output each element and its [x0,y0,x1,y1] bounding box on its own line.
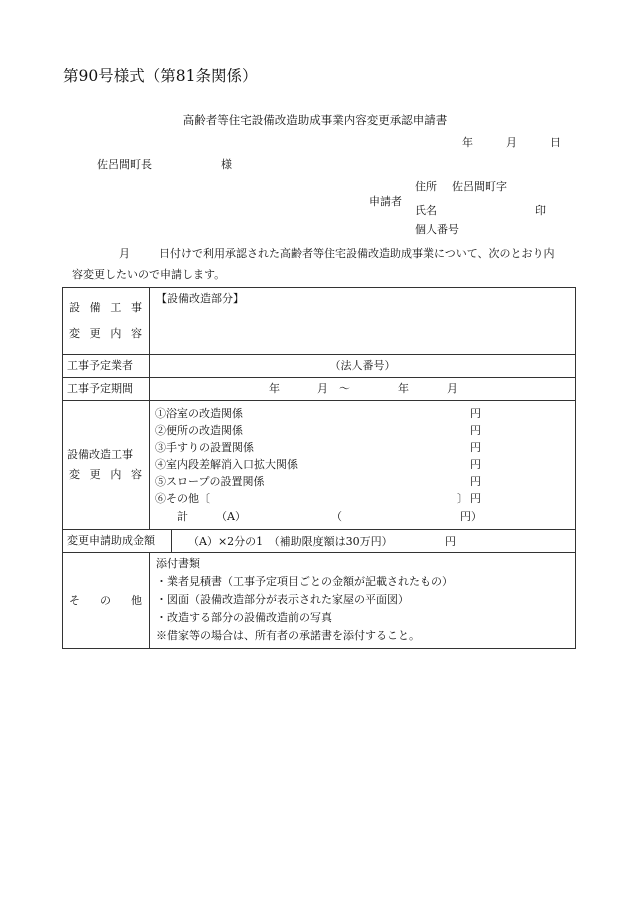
contractor-field[interactable] [150,355,576,378]
addressee-name: 佐呂間町長 [97,158,152,171]
change-content-label [63,288,150,355]
subsidy-unit: 円 [445,534,456,548]
item-other-close: 〕 [457,492,468,505]
label-char: 備 [89,301,101,314]
applicant-label: 申請者 [369,195,402,208]
subsidy-field[interactable] [172,530,576,553]
other-label [63,553,150,649]
other-label-line [63,588,149,614]
item-other-unit: 円 [470,492,481,505]
attachments-list [150,553,575,648]
date-line [462,134,561,150]
attachments-title: 添付書類 [156,557,200,570]
subsidy-formula: （A）×2分の1 （補助限度額は30万円） [188,534,393,548]
cost-breakdown-field[interactable] [150,401,576,530]
subsidy-label [63,530,172,553]
label-char: の [100,593,111,607]
applicant-id-label: 個人番号 [415,223,459,236]
label-char: そ [69,593,80,607]
period-line [150,378,575,400]
change-content-heading: 【設備改造部分】 [156,292,244,305]
item-toilet-unit: 円 [470,424,481,437]
cost-items [150,401,575,529]
period-month-1: 月 [317,382,328,395]
contractor-label-text: 工事予定業者 [67,359,133,372]
body-line-1 [119,245,555,261]
total-paren-close: 円） [460,510,482,523]
body-line-2: 容変更したいので申請します。 [72,268,226,281]
seal-mark: 印 [535,204,546,217]
label-char: 内 [110,327,122,340]
period-label [63,378,150,401]
applicant-address [415,178,507,194]
item-toilet: ②便所の改造関係 [155,424,243,437]
change-content-field[interactable] [150,288,576,355]
total-label: 計 [177,510,188,523]
corporate-number-note: （法人番号） [329,359,396,372]
change-label-line-2 [63,321,149,347]
item-other: ⑥その他〔 [155,492,210,505]
label-char: 容 [130,327,142,340]
period-tilde: ～ [339,382,350,395]
address-value: 佐呂間町字 [452,180,507,193]
body-line-1-rest: 日付けで利用承認された高齢者等住宅設備改造助成事業について、次のとおり内 [159,247,555,260]
subsidy-line [172,531,575,552]
total-a: （A） [216,510,246,523]
date-year: 年 [462,136,473,149]
document-title: 高齢者等住宅設備改造助成事業内容変更承認申請書 [182,113,448,127]
form-number: 第90号様式（第81条関係） [63,67,258,85]
total-paren-open: （ [331,510,342,523]
applicant-name-label: 氏名 [415,204,437,217]
label-char: 設 [69,301,80,314]
contractor-label [63,355,150,378]
item-bath-unit: 円 [470,407,481,420]
addressee-suffix: 様 [221,158,232,171]
cost-label-line-1: 設備改造工事 [67,448,133,461]
item-handrail-unit: 円 [470,441,481,454]
item-handrail: ③手すりの設置関係 [155,441,254,454]
item-slope-unit: 円 [470,475,481,488]
period-month-2: 月 [447,382,458,395]
address-label: 住所 [415,180,437,193]
cost-breakdown-label [63,401,150,530]
label-char: 内 [110,468,122,481]
label-char: 変 [69,468,80,481]
addressee [97,156,232,172]
label-char: 事 [130,301,142,314]
item-step: ④室内段差解消入口拡大関係 [155,458,298,471]
label-char: 工 [110,301,122,314]
label-char: 変 [69,327,80,340]
application-table [62,287,576,649]
label-char: 更 [89,327,101,340]
date-day: 日 [550,136,561,149]
change-label-line-1 [63,295,149,321]
label-char: 他 [131,593,142,607]
body-month: 月 [119,247,130,260]
item-step-unit: 円 [470,458,481,471]
date-month: 月 [506,136,517,149]
label-char: 更 [89,468,101,481]
item-bath: ①浴室の改造関係 [155,407,243,420]
attachment-photo: ・改造する部分の設備改造前の写真 [156,611,332,624]
subsidy-label-text: 変更申請助成金額 [67,534,155,547]
attachments-field [150,553,576,649]
attachment-drawing: ・図面（設備改造部分が表示された家屋の平面図） [156,593,409,606]
label-char: 容 [130,468,142,481]
cost-label-line-2 [63,465,149,485]
item-slope: ⑤スロープの設置関係 [155,475,265,488]
period-field[interactable] [150,378,576,401]
period-label-text: 工事予定期間 [67,382,133,395]
attachment-estimate: ・業者見積書（工事予定項目ごとの金額が記載されたもの） [156,575,453,588]
period-year-2: 年 [398,382,409,395]
attachment-rental-note: ※借家等の場合は、所有者の承諾書を添付すること。 [156,629,420,642]
period-year-1: 年 [269,382,280,395]
